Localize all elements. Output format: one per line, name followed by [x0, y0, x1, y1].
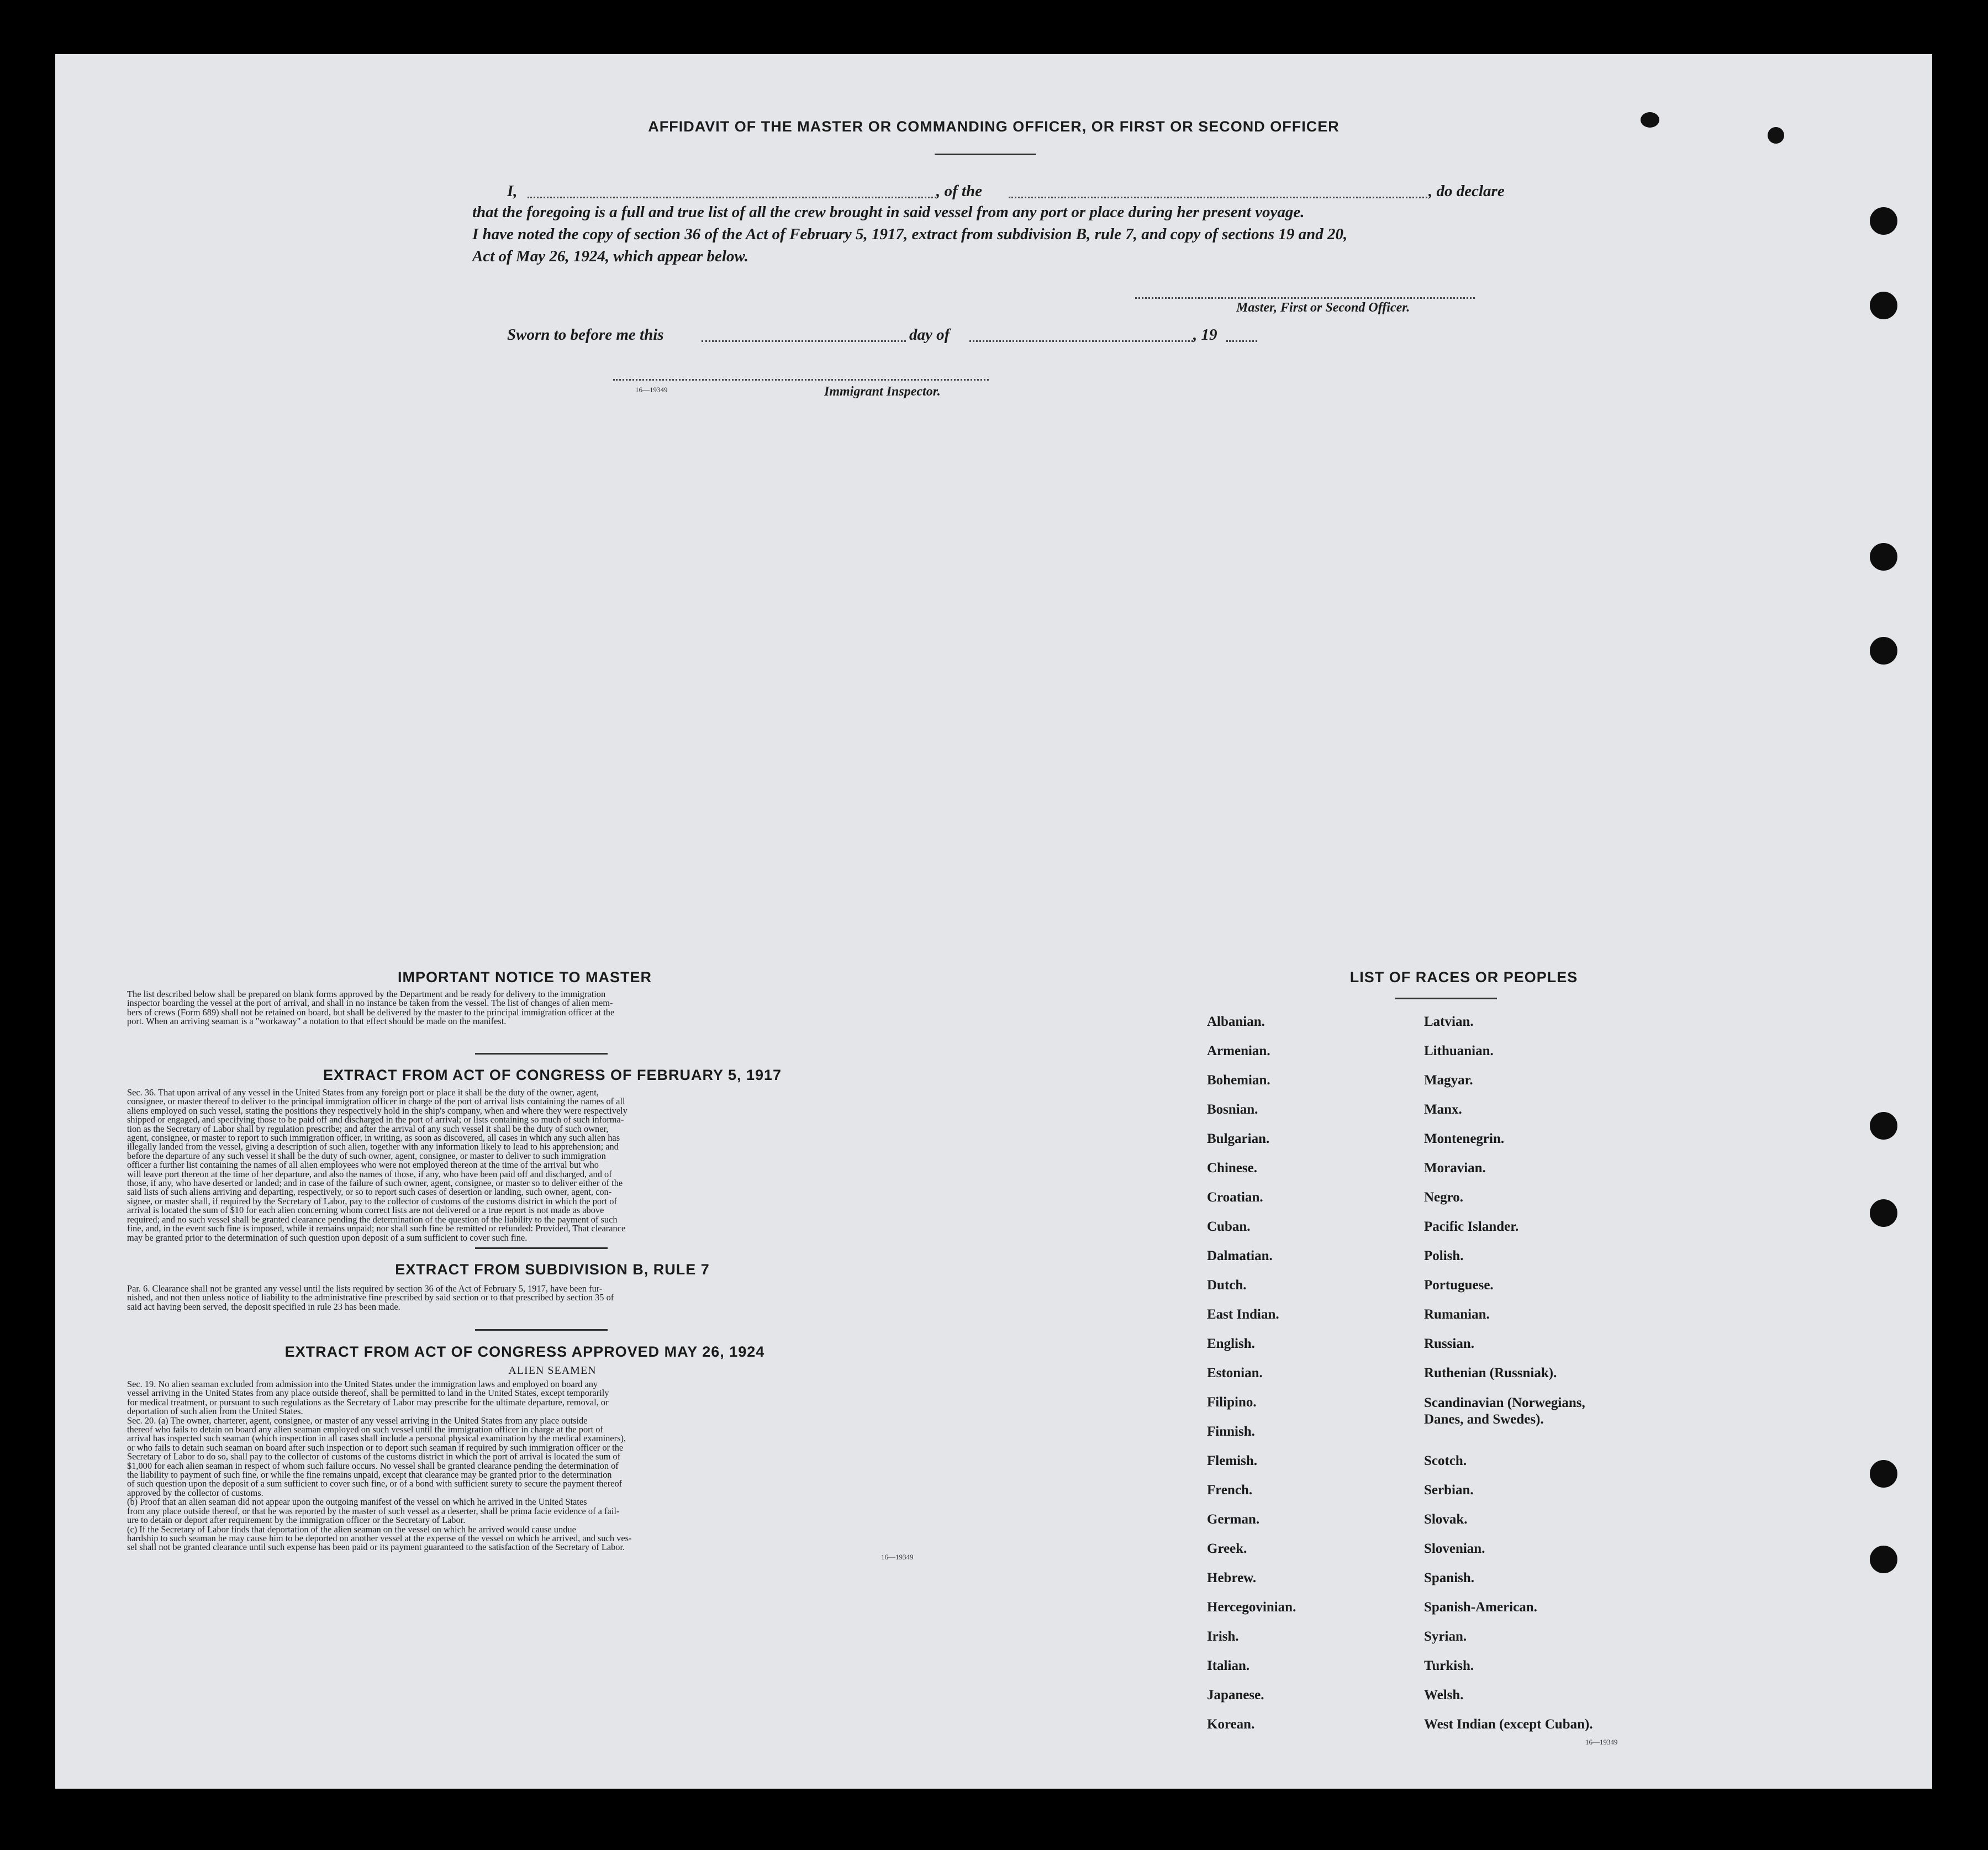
- form-sheet: [55, 54, 1932, 1789]
- binder-hole: [1870, 292, 1897, 319]
- extract-1917-text: Sec. 36. That upon arrival of any vessel in the United States from any foreign port or place it shall be the duty of the owner, agent, consignee, or master thereof to deliver to the principal immigration officer in charge of the port of arrival lists containing the names of all aliens employed on such vessel, stating the positions they respectively hold in the ship's company, when and where they were respectively shipped or engaged, and specifying those to be paid off and discharged in the port of arrival; or lists containing so much of such informa- tion as the Secretary of Labor shall by regulation prescribe; and after the arrival of any such vessel it shall be the duty of such owner, agent, consignee, or master to report to such immigration officer, in writing, as soon as discovered, all cases in which any such alien has illegally landed from the vessel, giving a description of such alien, together with any information likely to lead to his apprehension; and before the departure of any such vessel it shall be the duty of such owner, agent, consignee, or master to deliver to such immigration officer a further list containing the names of all alien employees who were not employed thereon at the time of the arrival but who will leave port thereon at the time of her departure, and also the names of those, if any, who have been paid off and discharged, and of those, if any, who have deserted or landed; and in case of the failure of such owner, agent, consignee, or master so to deliver either of the said lists of such aliens arriving and departing, respectively, or so to report such cases of desertion or landing, such owner, agent, con- signee, or master shall, if required by the Secretary of Labor, pay to the collector of customs of the customs district in which the port of arrival is located the sum of $10 for each alien concerning whom correct lists are not delivered or a true report is not made as above required; and no such vessel shall be granted clearance pending the determination of the question of the liability to the payment of such fine, and, in the event such fine is imposed, while it remains unpaid; nor shall such fine be remitted or refunded: Provided, That clearance may be granted prior to the determination of such question upon deposit of a sum sufficient to cover such fine.: [127, 1087, 627, 1243]
- binder-hole: [1870, 1546, 1897, 1573]
- race-item: Welsh.: [1424, 1688, 1464, 1703]
- affidavit-form-number: 16—19349: [635, 386, 668, 394]
- race-item: Dalmatian.: [1207, 1248, 1273, 1263]
- extract-rule7-text: Par. 6. Clearance shall not be granted any vessel until the lists required by section 36 of the Act of February 5, 1917, have been fur- nished, and not then unless notice of liability to the administrative fine prescribed by said section or to that prescribed by section 35 of said act having been served, the deposit specified in rule 23 has been made.: [127, 1283, 614, 1312]
- race-item: Finnish.: [1207, 1424, 1255, 1439]
- extract-form-number: 16—19349: [881, 1553, 914, 1561]
- section-divider: [475, 1247, 608, 1249]
- race-item: Rumanian.: [1424, 1307, 1490, 1322]
- title-underline: [935, 154, 1036, 155]
- sworn-year-prefix: , 19: [1193, 326, 1217, 344]
- binder-hole: [1870, 543, 1897, 571]
- binder-hole: [1870, 1112, 1897, 1140]
- extract-1924-title: EXTRACT FROM ACT OF CONGRESS APPROVED MAY 26, 1924: [284, 1343, 765, 1360]
- extract-1917-title: EXTRACT FROM ACT OF CONGRESS OF FEBRUARY 5, 1917: [323, 1067, 782, 1083]
- race-item: Bohemian.: [1207, 1073, 1270, 1088]
- race-item: Russian.: [1424, 1336, 1475, 1351]
- sworn-text: Sworn to before me this: [507, 326, 664, 344]
- section-divider: [475, 1053, 608, 1055]
- vessel-name-field[interactable]: [1009, 197, 1427, 198]
- race-item: Slovenian.: [1424, 1541, 1485, 1556]
- affidavit-line1-i: I,: [507, 182, 518, 200]
- race-item: French.: [1207, 1483, 1253, 1498]
- race-item: Croatian.: [1207, 1190, 1263, 1205]
- race-item: Lithuanian.: [1424, 1043, 1494, 1058]
- sworn-year-field[interactable]: [1226, 340, 1257, 342]
- race-item: Hercegovinian.: [1207, 1600, 1296, 1615]
- race-item: Bosnian.: [1207, 1102, 1258, 1117]
- race-item: Estonian.: [1207, 1366, 1263, 1380]
- extract-1924-subtitle: ALIEN SEAMEN: [508, 1364, 597, 1377]
- binder-hole: [1870, 207, 1897, 235]
- races-title-underline: [1395, 998, 1497, 999]
- races-right-column: [1424, 1014, 1593, 1746]
- race-item: Armenian.: [1207, 1043, 1270, 1058]
- sworn-day-of: day of: [909, 326, 950, 344]
- race-item: Syrian.: [1424, 1629, 1467, 1644]
- race-item: Dutch.: [1207, 1278, 1247, 1293]
- races-form-number: 16—19349: [1585, 1738, 1618, 1746]
- inspector-label: Immigrant Inspector.: [824, 384, 941, 399]
- binder-hole: [1870, 1199, 1897, 1227]
- race-item: Polish.: [1424, 1248, 1464, 1263]
- binder-hole: [1870, 637, 1897, 665]
- race-item: Serbian.: [1424, 1483, 1474, 1498]
- affidavit-line3: I have noted the copy of section 36 of the Act of February 5, 1917, extract from subdivision B, rule 7, and copy of sections 19 and 20,: [472, 225, 1348, 243]
- race-item: Moravian.: [1424, 1161, 1486, 1176]
- affidavit-line4: Act of May 26, 1924, which appear below.: [472, 247, 748, 265]
- race-item: Manx.: [1424, 1102, 1462, 1117]
- race-item: Italian.: [1207, 1658, 1250, 1673]
- race-item: Irish.: [1207, 1629, 1239, 1644]
- declarant-name-field[interactable]: [528, 197, 936, 198]
- extract-rule7-title: EXTRACT FROM SUBDIVISION B, RULE 7: [395, 1261, 710, 1278]
- race-item: Albanian.: [1207, 1014, 1265, 1029]
- race-item: Japanese.: [1207, 1688, 1264, 1703]
- race-item: West Indian (except Cuban).: [1424, 1717, 1593, 1732]
- race-item: Scotch.: [1424, 1453, 1467, 1468]
- race-item: Montenegrin.: [1424, 1131, 1505, 1146]
- affidavit-line1-declare: , do declare: [1428, 182, 1505, 200]
- race-item: Korean.: [1207, 1717, 1255, 1732]
- races-left-column: [1207, 1014, 1296, 1746]
- affidavit-title: AFFIDAVIT OF THE MASTER OR COMMANDING OFFICER, OR FIRST OR SECOND OFFICER: [648, 118, 1340, 135]
- race-item: Magyar.: [1424, 1073, 1473, 1088]
- race-item: Turkish.: [1424, 1658, 1474, 1673]
- race-item: Bulgarian.: [1207, 1131, 1270, 1146]
- race-item: Latvian.: [1424, 1014, 1474, 1029]
- races-title: LIST OF RACES OR PEOPLES: [1349, 969, 1578, 985]
- race-item: Flemish.: [1207, 1453, 1257, 1468]
- race-item: Hebrew.: [1207, 1570, 1257, 1585]
- master-signature-field[interactable]: [1135, 297, 1475, 299]
- race-item: Ruthenian (Russniak).: [1424, 1366, 1557, 1380]
- race-item: Slovak.: [1424, 1512, 1468, 1527]
- race-item: German.: [1207, 1512, 1260, 1527]
- race-item: Negro.: [1424, 1190, 1464, 1205]
- race-item: Filipino.: [1207, 1395, 1257, 1410]
- race-item: East Indian.: [1207, 1307, 1279, 1322]
- race-item: Scandinavian (Norwegians, Danes, and Swedes).: [1424, 1395, 1585, 1427]
- race-item: Greek.: [1207, 1541, 1247, 1556]
- affidavit-line2: that the foregoing is a full and true list of all the crew brought in said vessel from any port or place during her present voyage.: [472, 203, 1305, 221]
- inspector-signature-field[interactable]: [613, 379, 989, 381]
- race-item: Spanish.: [1424, 1570, 1475, 1585]
- notice-title: IMPORTANT NOTICE TO MASTER: [398, 969, 652, 985]
- race-item: Cuban.: [1207, 1219, 1251, 1234]
- sworn-day-field[interactable]: [702, 340, 906, 342]
- section-divider: [475, 1329, 608, 1331]
- race-item: Portuguese.: [1424, 1278, 1494, 1293]
- notice-text: The list described below shall be prepared on blank forms approved by the Department and be ready for delivery to the immigration inspector boarding the vessel at the port of arrival, and shall in no instance be taken from the vessel. The list of changes of alien mem- bers of crews (Form 689) shall not be retained on board, but shall be delivered by the master to the principal immigration officer at the port. When an arriving seaman is a "workaway" a notation to that effect should be made on the manifest.: [127, 989, 615, 1027]
- affidavit-line1-of: , of the: [936, 182, 982, 200]
- sworn-month-field[interactable]: [969, 340, 1193, 342]
- master-signature-label: Master, First or Second Officer.: [1236, 301, 1410, 315]
- race-item: English.: [1207, 1336, 1255, 1351]
- race-item: Pacific Islander.: [1424, 1219, 1519, 1234]
- race-item: Spanish-American.: [1424, 1600, 1537, 1615]
- extract-1924-text: Sec. 19. No alien seaman excluded from admission into the United States under the immigration laws and employed on board any vessel arriving in the United States from any place outside thereof, shall be permitted to land in the United States, except temporarily for medical treatment, or pursuant to such regulations as the Secretary of Labor may prescribe for the ultimate departure, removal, or deportation of such alien from the United States. Sec. 20. (a) The owner, charterer, agent, consignee, or master of any vessel arriving in the United States from any place outside thereof who fails to detain on board any alien seaman employed on such vessel until the immigration officer in charge at the port of arrival has inspected such seaman (which inspection in all cases shall include a personal physical examination by the medical examiners), or who fails to detain such seaman on board after such inspection or to deport such seaman if required by such immigration officer or the Secretary of Labor to do so, shall pay to the collector of customs of the customs district in which the port of arrival is located the sum of $1,000 for each alien seaman in respect of whom such failure occurs. No vessel shall be granted clearance pending the determination of the liability to payment of such fine, or while the fine remains unpaid, except that clearance may be granted prior to the determination of such question upon the deposit of a sum sufficient to cover such fine, or of a bond with sufficient surety to secure the payment thereof approved by the collector of customs. (b) Proof that an alien seaman did not appear upon the outgoing manifest of the vessel on which he arrived in the United States from any place outside thereof, or that he was reported by the master of such vessel as a deserter, shall be prima facie evidence of a fail- ure to detain or deport after requirement by the immigration officer or the Secretary of Labor. (c) If the Secretary of Labor finds that deportation of the alien seaman on the vessel on which he arrived would cause undue hardship to such seaman he may cause him to be deported on another vessel at the expense of the vessel on which he arrived, and such ves- sel shall not be granted clearance until such expense has been paid or its payment guaranteed to the satisfaction of the Secretary of Labor.: [127, 1379, 632, 1553]
- binder-hole: [1870, 1460, 1897, 1488]
- race-item: Chinese.: [1207, 1161, 1257, 1176]
